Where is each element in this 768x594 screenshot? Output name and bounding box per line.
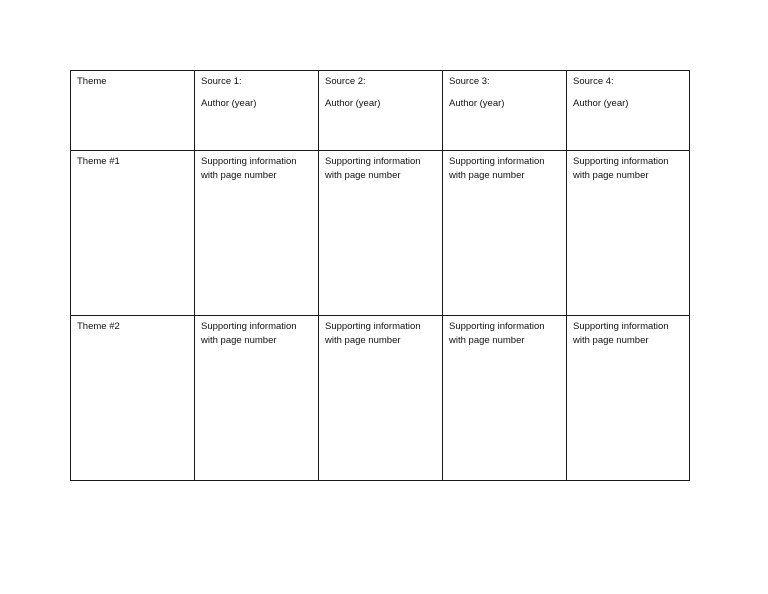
header-cell-source-1 <box>195 71 319 151</box>
header-cell-source-3 <box>443 71 567 151</box>
table-row-theme-2 <box>71 316 690 481</box>
cell-text: Supporting information with page number <box>325 321 421 346</box>
source-title: Source 1: <box>201 76 242 87</box>
source-author: Author (year) <box>449 98 505 109</box>
cell-text: Supporting information with page number <box>449 156 545 181</box>
table-cell <box>319 316 443 481</box>
source-author: Author (year) <box>325 98 381 109</box>
theme-cell <box>71 316 195 481</box>
source-author: Author (year) <box>573 98 629 109</box>
header-cell-source-4 <box>567 71 690 151</box>
table-cell <box>567 151 690 316</box>
table-header-row <box>71 71 690 151</box>
header-cell-source-2 <box>319 71 443 151</box>
table-cell <box>195 151 319 316</box>
source-title: Source 2: <box>325 76 366 87</box>
cell-text: Supporting information with page number <box>573 156 669 181</box>
header-cell-theme <box>71 71 195 151</box>
source-title: Source 3: <box>449 76 490 87</box>
table-cell <box>567 316 690 481</box>
theme-label: Theme #1 <box>77 156 120 167</box>
table-cell <box>443 316 567 481</box>
theme-cell <box>71 151 195 316</box>
table-cell <box>443 151 567 316</box>
header-theme-label: Theme <box>77 76 107 87</box>
cell-text: Supporting information with page number <box>325 156 421 181</box>
table-cell <box>319 151 443 316</box>
source-title: Source 4: <box>573 76 614 87</box>
cell-text: Supporting information with page number <box>449 321 545 346</box>
cell-text: Supporting information with page number <box>201 156 297 181</box>
source-author: Author (year) <box>201 98 257 109</box>
cell-text: Supporting information with page number <box>573 321 669 346</box>
cell-text: Supporting information with page number <box>201 321 297 346</box>
table-cell <box>195 316 319 481</box>
synthesis-matrix-table <box>70 70 690 481</box>
theme-label: Theme #2 <box>77 321 120 332</box>
table-row-theme-1 <box>71 151 690 316</box>
